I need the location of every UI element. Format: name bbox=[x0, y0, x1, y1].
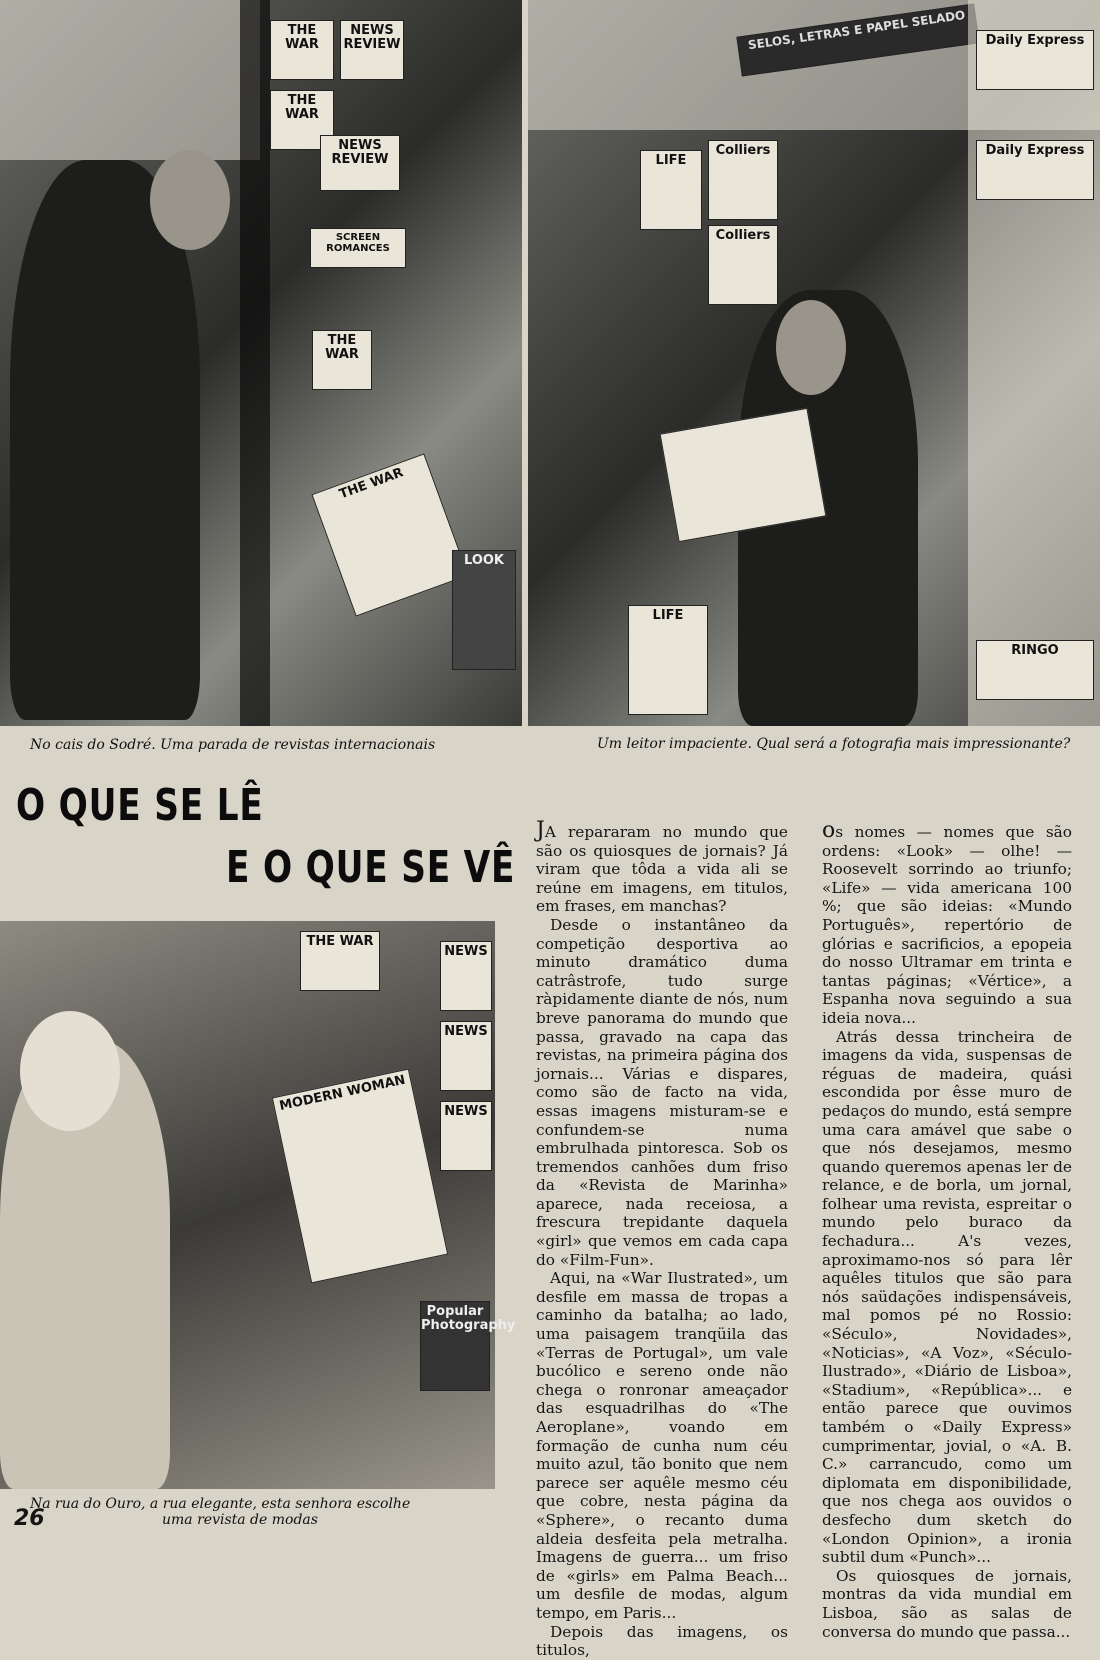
magazine-cover: NEWS bbox=[440, 1021, 492, 1091]
newspaper-stack: RINGO bbox=[976, 640, 1094, 700]
article-column-1 bbox=[536, 818, 788, 1660]
magazine-cover: NEWS bbox=[440, 1101, 492, 1171]
magazine-cover: THE WAR bbox=[311, 453, 468, 616]
photo-newsstand-cais-do-sodre bbox=[0, 0, 522, 726]
magazine-cover: Popular Photography bbox=[420, 1301, 490, 1391]
article-paragraph: Depois das imagens, os titulos, bbox=[536, 1622, 788, 1660]
photo-caption: Na rua do Ouro, a rua elegante, esta senhora escolhe bbox=[30, 1496, 411, 1512]
newspaper-stack: Daily Express bbox=[976, 140, 1094, 200]
magazine-cover: Colliers bbox=[708, 225, 778, 305]
article-column-2 bbox=[822, 818, 1072, 1641]
article-paragraph: JA repararam no mundo que são os quiosques de jornais? Já viram que tôda a vida ali se reúne em imagens, em titulos, em frases, em manchas? bbox=[536, 818, 788, 916]
magazine-cover: Colliers bbox=[708, 140, 778, 220]
magazine-cover: SCREEN ROMANCES bbox=[310, 228, 406, 268]
photo-caption: uma revista de modas bbox=[162, 1512, 318, 1528]
article-paragraph: Aqui, na «War Ilustrated», um desfile em massa de tropas a caminho da batalha; ao lado, uma paisagem tranqüila das «Terras de Portugal», um vale bucólico e sereno onde não chega o ronronar ameaçador das esquadrilhas do «The Aeroplane», voando em formação de cunha num céu muito azul, tão bonito que nem parece ser aquêle mesmo céu que cobre, nesta página da «Sphere», o recanto duma aldeia desfeita pela metralha. Imagens de guerra... um friso de «girls» em Palma Beach... um desfile de modas, algum tempo, em Paris... bbox=[536, 1269, 788, 1622]
kiosk-sign: SELOS, LETRAS E PAPEL SELADO bbox=[736, 3, 979, 76]
article-paragraph: Atrás dessa trincheira de imagens da vida, suspensas de réguas de madeira, quási escondida por êsse muro de pedaços do mundo, está sempre uma cara amável que sabe o que nós desejamos, mesmo quando queremos apenas ler de relance, e de borla, um jornal, folhear uma revista, espreitar o mundo pelo buraco da fechadura... A's vezes, aproximamo-nos só para lêr aquêles titulos que são para nós saüdações indispensáveis, mal pomos pé no Rossio: «Século», Novidades», «Noticias», «A Voz», «Século-Ilustrado», «Diário de Lisboa», «Stadium», «República»... e então parece que ouvimos também o «Daily Express» cumprimentar, jovial, o «A. B. C.» carrancudo, como um diplomata em disponibilidade, que nos chega aos ouvidos o desfecho dum sketch do «London Opinion», a ironia subtil dum «Punch»... bbox=[822, 1027, 1072, 1567]
article-paragraph: Os quiosques de jornais, montras da vida mundial em Lisboa, são as salas de conversa do mundo que passa... bbox=[822, 1566, 1072, 1641]
magazine-cover: THE WAR bbox=[270, 20, 334, 80]
magazine-cover: THE WAR bbox=[300, 931, 380, 991]
magazine-cover: LIFE bbox=[640, 150, 702, 230]
magazine-cover: NEWS bbox=[440, 941, 492, 1011]
newspaper-stack: Daily Express bbox=[976, 30, 1094, 90]
photo-caption: Um leitor impaciente. Qual será a fotografia mais impressionante? bbox=[597, 736, 1071, 752]
reader-head bbox=[776, 300, 846, 395]
magazine-cover: NEWS REVIEW bbox=[340, 20, 404, 80]
magazine-cover: NEWS REVIEW bbox=[320, 135, 400, 191]
photo-impatient-reader bbox=[528, 0, 1100, 726]
magazine-cover: LOOK bbox=[452, 550, 516, 670]
headline-line-1: O QUE SE LÊ bbox=[16, 780, 264, 831]
article-paragraph: Desde o instantâneo da competição desportiva ao minuto dramático duma catrâstrofe, tudo surge ràpidamente diante de nós, num breve panorama do mundo que passa, gravado na capa das revistas, na primeira página dos jornais... Várias e dispares, como são de facto na vida, essas imagens misturam-se e confundem-se numa embrulhada pintoresca. Sob os tremendos canhões dum friso da «Revista de Marinha» aparece, nada receiosa, a frescura trepidante daquela «girl» que vemos em cada capa do «Film-Fun». bbox=[536, 915, 788, 1269]
page-number: 26 bbox=[14, 1506, 45, 1531]
photo-rua-do-ouro bbox=[0, 921, 516, 1489]
lady-head bbox=[20, 1011, 120, 1131]
magazine-cover: LIFE bbox=[628, 605, 708, 715]
magazine-cover: MODERN WOMAN bbox=[272, 1069, 448, 1284]
photo-caption: No cais do Sodré. Uma parada de revistas internacionais bbox=[30, 737, 436, 753]
magazine-cover: THE WAR bbox=[270, 90, 334, 150]
headline-line-2: E O QUE SE VÊ bbox=[226, 842, 516, 893]
man-head bbox=[150, 150, 230, 250]
article-paragraph: os nomes — nomes que são ordens: «Look» — olhe! — Roosevelt sorrindo ao triunfo; «Life» — vida americana 100 %; que são ideias: «Mundo Português», repertório de glórias e sacrificios, a epopeia do nosso Ultramar em trinta e tantas páginas; «Vértice», a Espanha nova seguindo a sua ideia nova... bbox=[822, 818, 1072, 1027]
magazine-cover: THE WAR bbox=[312, 330, 372, 390]
